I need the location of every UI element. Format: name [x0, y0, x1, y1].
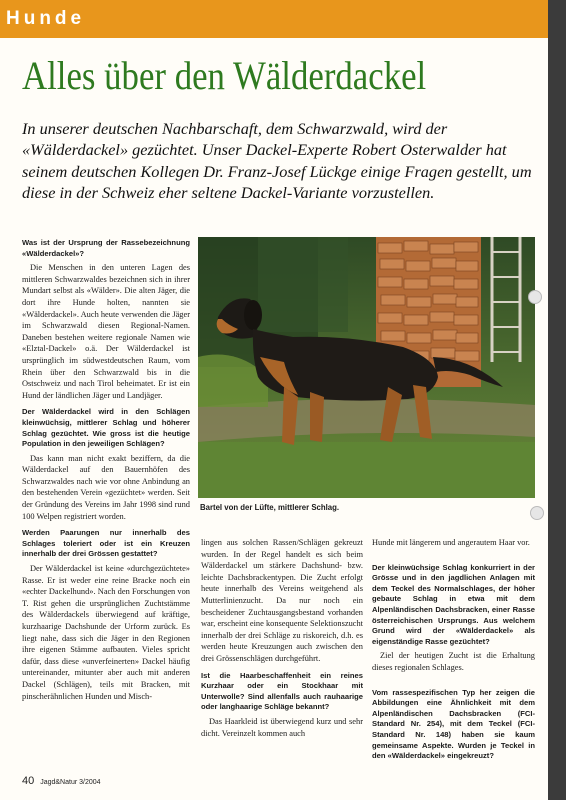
- page-edge-shadow: [548, 0, 566, 800]
- page-number: 40: [22, 775, 35, 787]
- photo-caption: Bartel von der Lüfte, mittlerer Schlag.: [200, 503, 340, 512]
- text-column-3: [372, 537, 535, 765]
- answer-1: Die Menschen in den unteren Lagen des mittleren Schwarzwaldes bezeichnen sich in ihrer Mundart selbst als «Wälder». Die alten Jäger, die dort ihre Hunde holten, nannten sie «Wälderdackel». Auch heute verwenden die Jäger im Schwarzwald diesen Regional-Namen. Daneben bestehen weitere regionale Namen wie «Elztal-Dackel» o.ä. Der Wälderdackel ist ursprünglich im südwestdeutschen Raum, vom Rhein über den Schwarzwald bis in die Ostschweiz und nach Tirol beheimatet. Er ist ein Hund der ländlichen Jäger und Landjäger.: [22, 263, 190, 400]
- binder-hole-icon: [530, 506, 544, 520]
- dog-photo: [198, 237, 535, 498]
- answer-3-continued: lingen aus solchen Rassen/Schlägen gekreuzt wurden. In der Regel handelt es sich beim Wälderdackel um stärkere Dachshund- bzw. leichte Dachsbrackentypen. Die Zucht erfolgt heute innerhalb des Vereins weitgehend als Mutterlinienzucht. Da nur noch ein bescheidener Zuchtausgangsbestand vorhanden war, erscheint eine konsequente Selektionszucht innerhalb der drei Schläge zu riskoreich, d.h. es werden heute Kreuzungen auch zwischen den drei Grössenschlägen durchgeführt.: [201, 538, 363, 663]
- answer-4-continued: Hunde mit längerem und angerautem Haar vor.: [372, 538, 530, 547]
- magazine-issue: Jagd&Natur 3/2004: [40, 779, 101, 786]
- answer-3: Der Wälderdackel ist keine «durchgezüchtete» Rasse. Er ist weder eine reine Bracke noch ein «echter Dackelhund». Nach den Forschungen von T. Rist gehen die ursprünglichen Zuchtstämme des Wälderdackels überwiegend auf kräftige, kurzhaarige Dachshunde der Urform zurück. Es liegt nahe, dass sich die Jäger in den Regionen ihre eigenen Stämme aufbauten. Vieles spricht dafür, dass diese «unverfeinerten» Dackel häufig untereinander, mitunter aber auch mit anderen Dackel (Schlägen), teils mit Bracken, mit pinscherähnlichen Hunden und Misch-: [22, 564, 190, 701]
- question-5: Der kleinwüchsige Schlag konkurriert in der Grösse und in den jagdlichen Anlagen mit dem Teckel des Normalschlages, der höher gebaute Schlag in etwa mit dem Alpenländischen Dachsbracken, einer Rasse österreichischen Ursprungs. Aus welchem Grund wird der «Wälderdackel» als eigenständige Rasse gezüchtet?: [372, 562, 535, 646]
- answer-2: Das kann man nicht exakt beziffern, da die Wälderdackel auf den Bauernhöfen des Schwarzwaldes nach wie vor ohne Anbindung an den bestehenden Verein «gezüchtet» werden. Seit der Gründung des Vereins im Jahr 1998 sind rund 100 Welpen registriert worden.: [22, 453, 190, 521]
- dog-photo-illustration: [198, 237, 535, 498]
- binder-hole-icon: [528, 290, 542, 304]
- question-4: Ist die Haarbeschaffenheit ein reines Kurzhaar oder ein Stockhaar mit Unterwolle? Sind allenfalls auch rauhaarige oder langhaarige Schläge bekannt?: [201, 670, 363, 712]
- article-title: Alles über den Wälderdackel: [22, 53, 427, 98]
- page-footer: [22, 775, 101, 787]
- question-3: Werden Paarungen nur innerhalb des Schlages toleriert oder ist ein Kreuzen innerhalb der drei Grössen gestattet?: [22, 528, 190, 559]
- section-label: Hunde: [6, 8, 86, 29]
- article-intro: In unserer deutschen Nachbarschaft, dem Schwarzwald, wird der «Wälderdackel» gezüchtet. Unser Dackel-Experte Robert Osterwalder hat seinem deutschen Kollegen Dr. Franz-Josef Lückge einige Fragen gestellt, um diese in der Schweiz eher seltene Dackel-Variante vorzustellen.: [22, 119, 532, 203]
- question-1: Was ist der Ursprung der Rassebezeichnung «Wälderdackel»?: [22, 238, 190, 258]
- question-6: Vom rassespezifischen Typ her zeigen die Abbildungen eine Ähnlichkeit mit dem Alpenländischen Dachsbracken (FCI-Standard Nr. 254), mit dem Teckel (FCI-Standard Nr. 148) haben sie kaum gemeinsame Aspekte. Wurden je Teckel in den «Wälderdackel» eingekreuzt?: [372, 687, 535, 761]
- answer-4: Das Haarkleid ist überwiegend kurz und sehr dicht. Vereinzelt kommen auch: [201, 716, 363, 738]
- section-header-bar: [0, 0, 548, 38]
- question-2: Der Wälderdackel wird in den Schlägen kleinwüchsig, mittlerer Schlag und höherer Schlag gezüchtet. Wie gross ist die heutige Population in den jeweiligen Schlägen?: [22, 407, 190, 449]
- text-column-2: [201, 537, 363, 739]
- answer-5: Ziel der heutigen Zucht ist die Erhaltung dieses regionalen Schlages.: [372, 651, 535, 672]
- text-column-1: [22, 238, 190, 702]
